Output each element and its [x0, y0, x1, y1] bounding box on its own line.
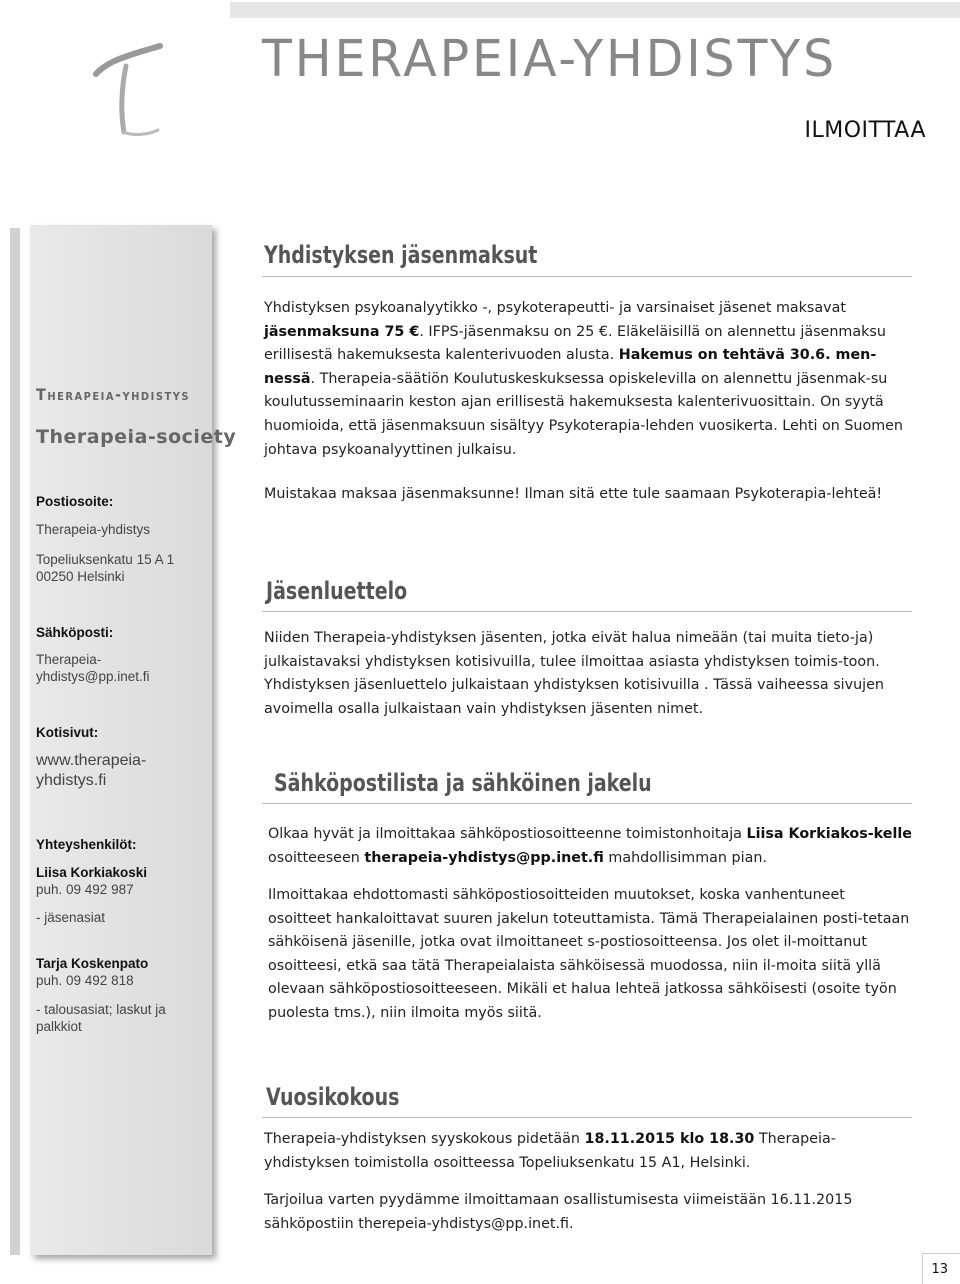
email-address-line2[interactable]: yhdistys@pp.inet.fi — [36, 669, 150, 684]
email-paragraph-1: Olkaa hyvät ja ilmoittakaa sähköpostiosoitteenne toimistonhoitaja Liisa Korkiakos-kelle osoitteeseen therapeia-yhdistys@pp.inet.fi mahdollisimman pian. — [268, 826, 912, 866]
contacts-label: Yhteyshenkilöt: — [36, 837, 137, 852]
web-link-line2[interactable]: yhdistys.fi — [36, 772, 107, 789]
therapeia-logo-icon — [88, 40, 168, 140]
top-bar — [230, 2, 960, 18]
contact1-phone: puh. 09 492 987 — [36, 882, 134, 897]
section-heading-fees: Yhdistyksen jäsenmaksut — [264, 241, 538, 269]
postal-city: 00250 Helsinki — [36, 569, 125, 584]
divider — [262, 276, 912, 277]
page-title: THERAPEIA-YHDISTYS — [262, 30, 838, 89]
contact1-role: - jäsenasiat — [36, 910, 106, 925]
sidebar-org-name-en: Therapeia-society — [36, 426, 237, 448]
postal-street: Topeliuksenkatu 15 A 1 — [36, 552, 175, 567]
email-label: Sähköposti: — [36, 625, 114, 640]
page-subtitle: ILMOITTAA — [804, 118, 926, 143]
contact2-phone: puh. 09 492 818 — [36, 973, 134, 988]
sidebar-org-name: Therapeia-yhdistys — [36, 385, 190, 404]
postal-label: Postiosoite: — [36, 494, 114, 509]
fees-paragraph: Yhdistyksen psykoanalyytikko -, psykoterapeutti- ja varsinaiset jäsenet maksavat jäsenmaksuna 75 €. IFPS-jäsenmaksu on 25 €. Eläkeläisillä on alennettu jäsenmaksu erillisestä hakemuksesta kalenterivuoden alusta. Hakemus on tehtävä 30.6. men-nessä. Therapeia-säätiön Koulutuskeskuksessa opiskelevilla on alennettu jäsenmak-su koulutusseminaarin keston ajan erillisestä hakemuksesta kalenterivuosittain. On syytä huomioida, että jäsenmaksuun sisältyy Psykoterapia-lehden vuosikerta. Lehti on Suomen johtava psykoanalyyttinen julkaisu. — [264, 300, 903, 458]
email-paragraph-2: Ilmoittakaa ehdottomasti sähköpostiosoitteiden muutokset, koska vanhentuneet osoitteet hankaloittavat suuren jakelun toteuttamista. Tämä Therapeialainen posti-tetaan sähköisenä jäsenille, jotka ovat ilmoittaneet s-postiosoitteensa. Jos olet il-moittanut osoitteesi, etkä saa tätä Therapeialaista sähköisessä muodossa, niin il-moita siitä yllä olevaan sähköpostiosoitteeseen. Mikäli et halua lehteä jatkossa sähköisesti (osoite työn puolesta tms.), niin ilmoita myös siitä. — [268, 887, 910, 1021]
fees-reminder: Muistakaa maksaa jäsenmaksunne! Ilman sitä ette tule saamaan Psykoterapia-lehteä! — [264, 486, 883, 502]
postal-name: Therapeia-yhdistys — [36, 522, 151, 537]
section-heading-meeting: Vuosikokous — [266, 1083, 400, 1111]
meeting-paragraph-2: Tarjoilua varten pyydämme ilmoittamaan osallistumisesta viimeistään 16.11.2015 sähköpostiin therepeia-yhdistys@pp.inet.fi. — [264, 1192, 853, 1232]
sidebar-accent-bar — [10, 228, 20, 1255]
contact2-role: - talousasiat; laskut ja palkkiot — [36, 1002, 166, 1034]
section-heading-email: Sähköpostilista ja sähköinen jakelu — [274, 769, 652, 797]
web-label: Kotisivut: — [36, 725, 99, 740]
meeting-paragraph-1: Therapeia-yhdistyksen syyskokous pidetään 18.11.2015 klo 18.30 Therapeia-yhdistyksen toimistolla osoitteessa Topeliuksenkatu 15 A1, Helsinki. — [264, 1131, 836, 1171]
divider — [262, 803, 912, 804]
divider — [262, 1117, 912, 1118]
email-address-line1[interactable]: Therapeia- — [36, 652, 102, 667]
contact1-name: Liisa Korkiakoski — [36, 865, 148, 880]
divider — [262, 611, 912, 612]
members-paragraph: Niiden Therapeia-yhdistyksen jäsenten, jotka eivät halua nimeään (tai muita tieto-ja) julkaistavaksi yhdistyksen kotisivuilla, tulee ilmoittaa asiasta yhdistyksen toimis-toon. Yhdistyksen jäsenluettelo julkaistaan yhdistyksen kotisivuilla . Tässä vaiheessa sivujen avoimella osalla julkaistaan vain yhdistyksen jäsenten nimet. — [264, 630, 884, 717]
web-link-line1[interactable]: www.therapeia- — [36, 752, 147, 769]
page-number: 13 — [931, 1262, 948, 1277]
contact2-name: Tarja Koskenpato — [36, 956, 149, 971]
section-heading-members: Jäsenluettelo — [266, 577, 408, 605]
